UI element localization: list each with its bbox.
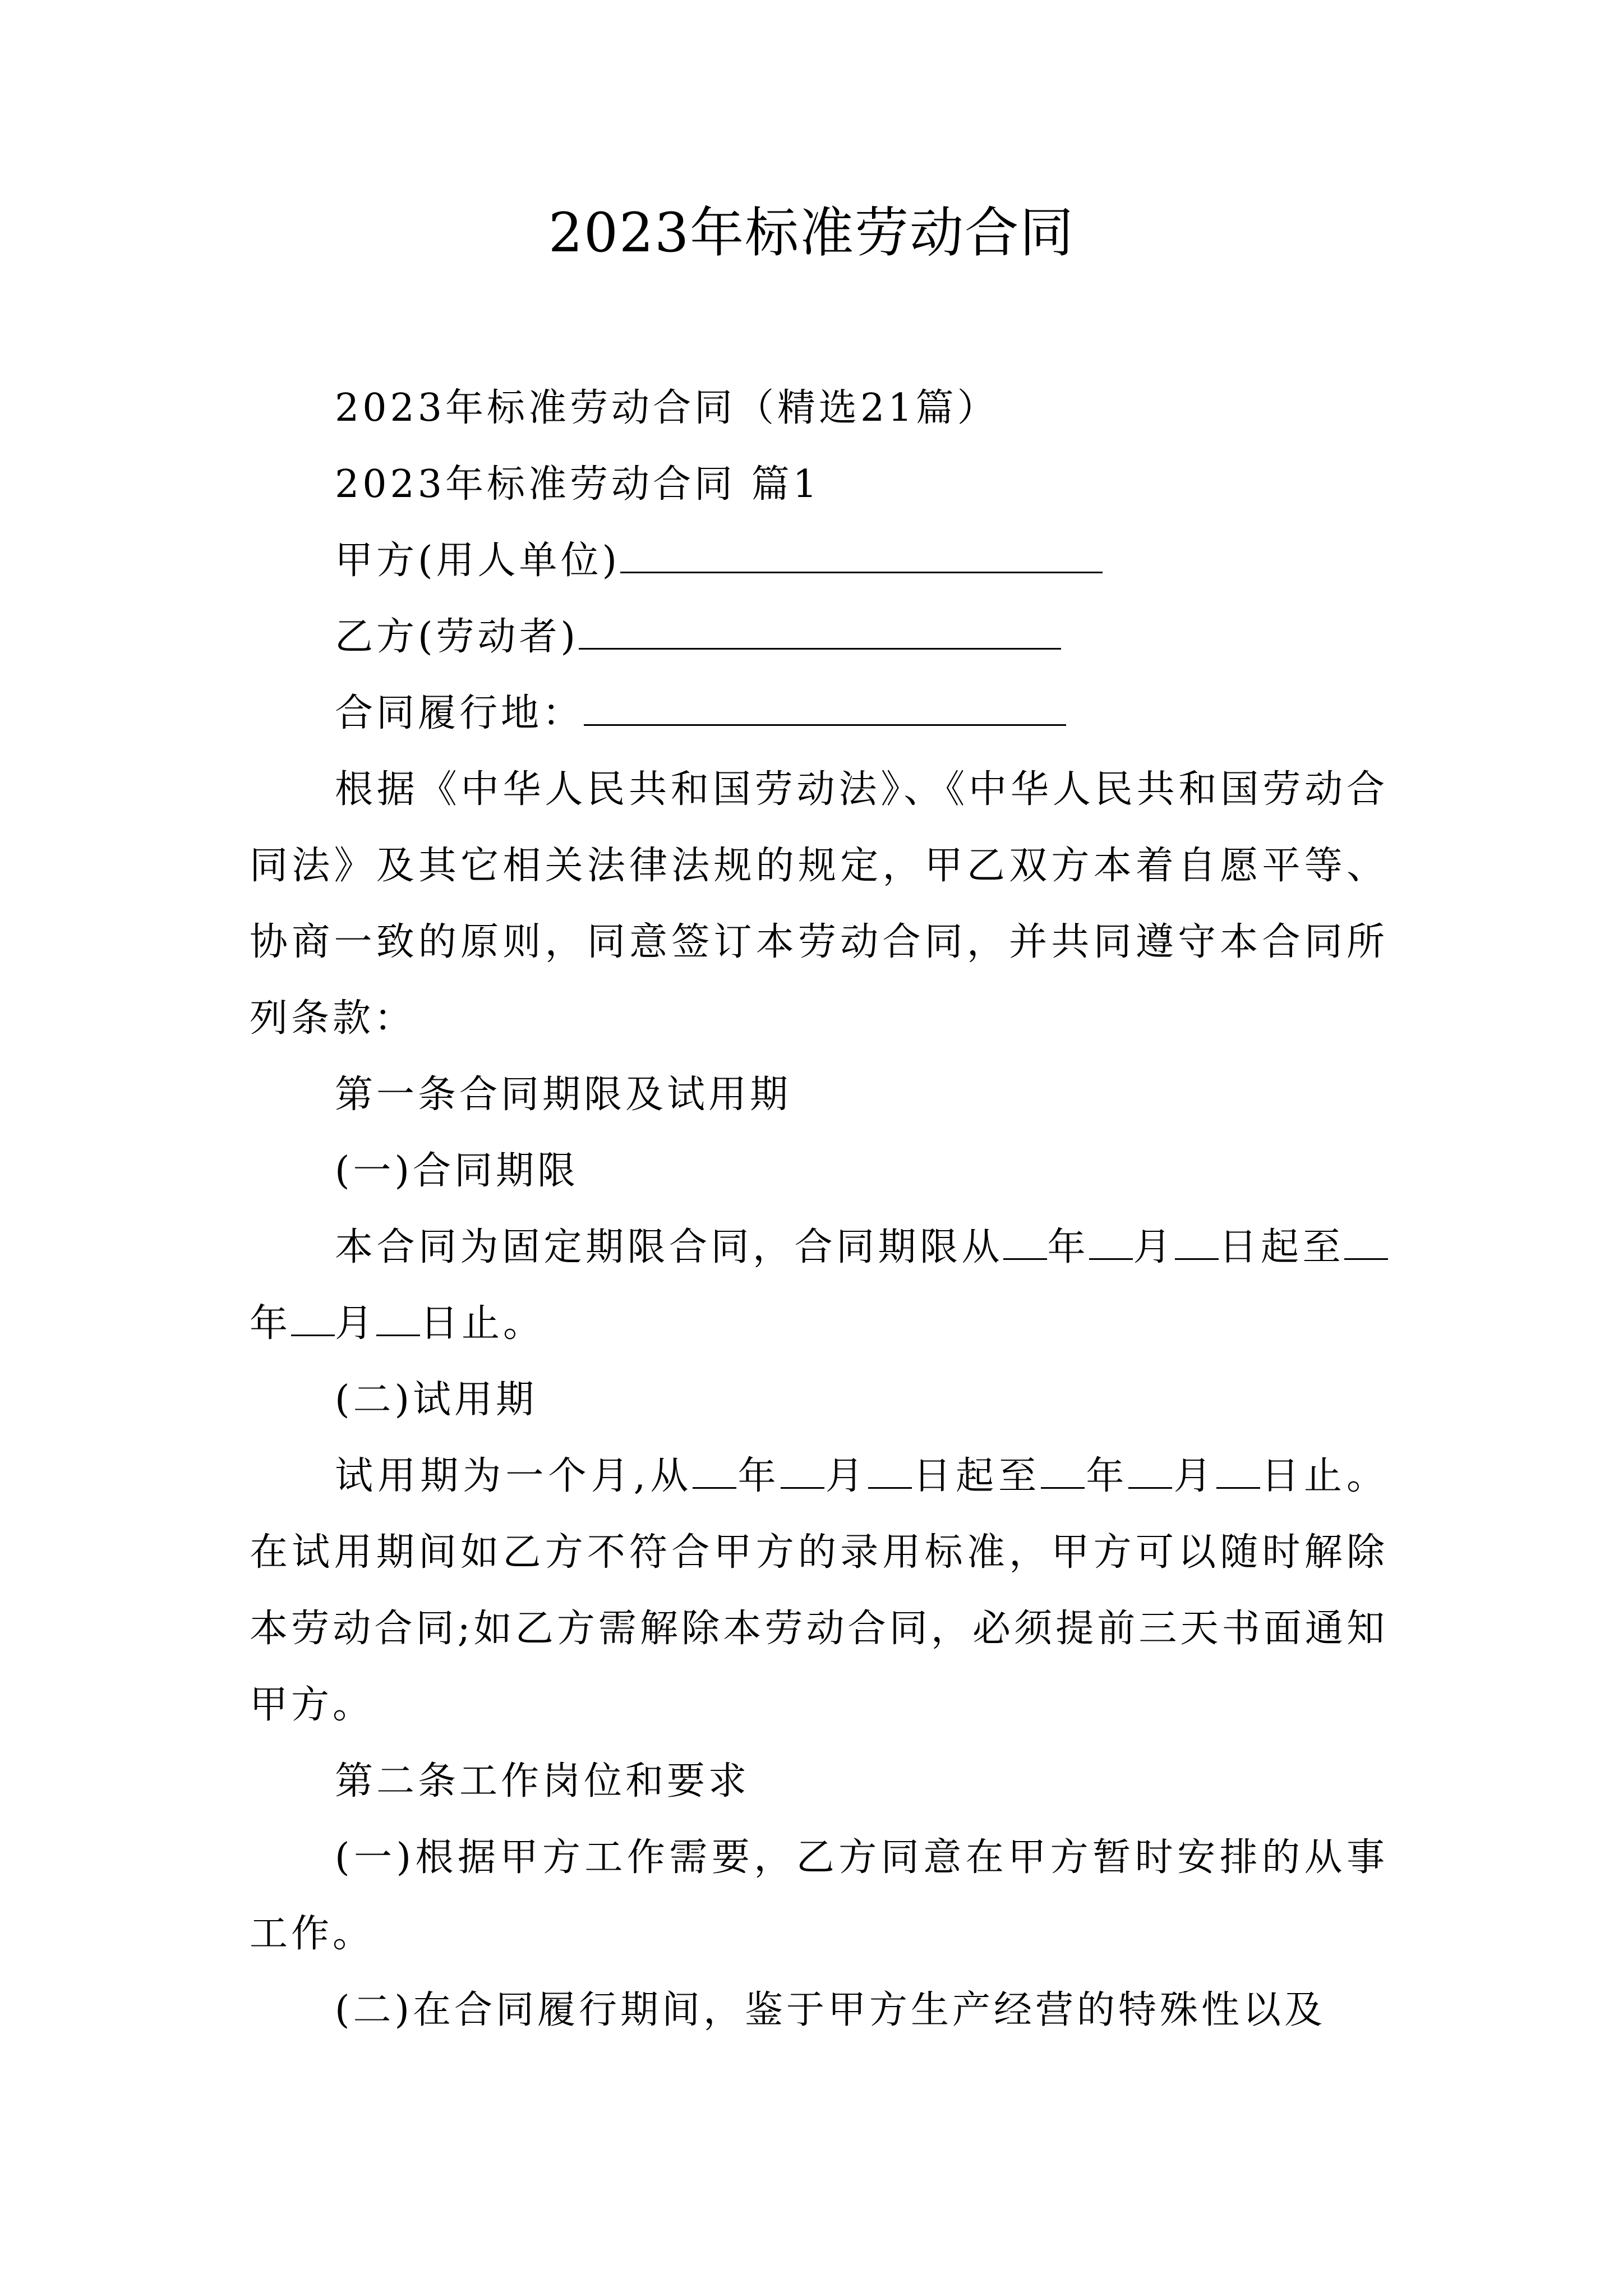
day-from-text: 日起至: [1218, 1225, 1344, 1269]
article-1-item-2-title: (二)试用期: [335, 1378, 538, 1422]
day-end-text: 日止。: [420, 1301, 545, 1346]
place-blank[interactable]: [584, 692, 1066, 726]
probation-start-year-blank[interactable]: [693, 1455, 736, 1489]
probation-end-year-blank[interactable]: [1041, 1455, 1085, 1489]
article-1-title: 第一条合同期限及试用期: [335, 1073, 792, 1117]
party-b-line: [250, 599, 1388, 675]
party-a-blank[interactable]: [620, 539, 1103, 573]
document-body: [250, 370, 1388, 2049]
article-1-item-1-title: (一)合同期限: [335, 1149, 579, 1193]
place-line: [250, 675, 1388, 752]
document-title: 2023年标准劳动合同: [548, 201, 1075, 264]
subtitle-line: 2023年标准劳动合同（精选21篇）: [335, 386, 999, 430]
place-label: 合同履行地：: [335, 691, 584, 735]
party-b-label: 乙方(劳动者): [335, 615, 579, 659]
article-2-title: 第二条工作岗位和要求: [335, 1759, 750, 1803]
probation-paragraph: [250, 1438, 1388, 1743]
probation-start-month-blank[interactable]: [781, 1455, 824, 1489]
party-a-line: [250, 523, 1388, 599]
month-unit: 月: [1172, 1454, 1216, 1498]
probation-end-month-blank[interactable]: [1128, 1455, 1172, 1489]
year-unit: 年: [250, 1301, 292, 1346]
year-unit: 年: [736, 1454, 781, 1498]
month-unit: 月: [335, 1301, 377, 1346]
party-a-label: 甲方(用人单位): [335, 539, 621, 583]
probation-text: 试用期为一个月,从: [335, 1454, 693, 1498]
start-year-blank[interactable]: [1003, 1226, 1047, 1260]
probation-end-day-blank[interactable]: [1216, 1455, 1260, 1489]
day-from-text: 日起至: [911, 1454, 1041, 1498]
start-month-blank[interactable]: [1089, 1226, 1133, 1260]
contract-term-paragraph: [250, 1209, 1388, 1362]
article-2-item-1: (一)根据甲方工作需要，乙方同意在甲方暂时安排的从事工作。: [250, 1835, 1388, 1956]
month-unit: 月: [1132, 1225, 1175, 1269]
article-2-item-2: (二)在合同履行期间，鉴于甲方生产经营的特殊性以及: [335, 1988, 1326, 2032]
year-unit: 年: [1085, 1454, 1129, 1498]
probation-rest-text: 在试用期间如乙方不符合甲方的录用标准，甲方可以随时解除本劳动合同;如乙方需解除本劳动合同，必须提前三天书面通知甲方。: [250, 1530, 1388, 1727]
month-unit: 月: [824, 1454, 868, 1498]
end-day-blank[interactable]: [376, 1302, 420, 1336]
end-month-blank[interactable]: [291, 1302, 335, 1336]
party-b-blank[interactable]: [579, 615, 1061, 650]
contract-term-text: 本合同为固定期限合同，合同期限从: [335, 1225, 1003, 1269]
part-heading: 2023年标准劳动合同 篇1: [335, 462, 820, 507]
probation-start-day-blank[interactable]: [868, 1455, 912, 1489]
end-year-blank[interactable]: [1344, 1226, 1388, 1260]
preamble-paragraph: 根据《中华人民共和国劳动法》、《中华人民共和国劳动合同法》及其它相关法律法规的规定，甲乙双方本着自愿平等、协商一致的原则，同意签订本劳动合同，并共同遵守本合同所列条款：: [250, 767, 1388, 1041]
year-unit: 年: [1046, 1225, 1089, 1269]
start-day-blank[interactable]: [1175, 1226, 1219, 1260]
day-end-text: 日止。: [1260, 1454, 1388, 1498]
